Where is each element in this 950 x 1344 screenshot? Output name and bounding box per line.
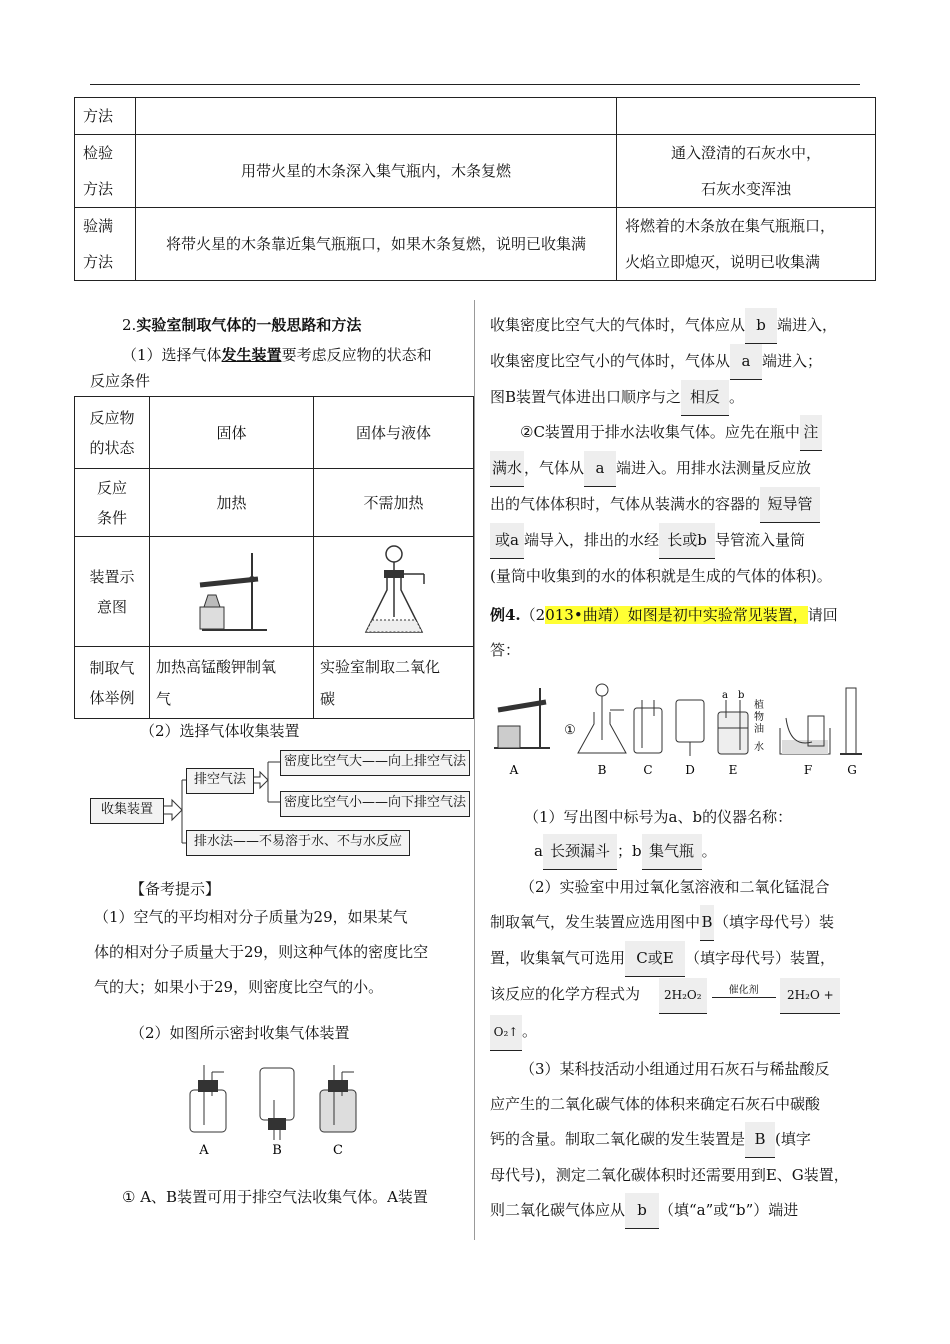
bottle-label: A [199, 1143, 209, 1158]
tip2: （2）如图所示密封收集气体装置 [130, 1024, 350, 1042]
right-p2: ②C装置用于排水法收集气体。应先在瓶中 注 满水 ，气体从a端进入。用排水法测量反应放 出的气体体积时，气体从装满水的容器的 短导管 或a 端导入，排出的水经 长或b 导管流入量筒 (量筒中收集到的水的体积就是生成的气体的体积)。 [490, 415, 880, 594]
header-rule [90, 84, 860, 85]
co2-full-check: 将燃着的木条放在集气瓶瓶口， 火焰立即熄灭，说明已收集满 [617, 208, 876, 281]
bottle-label: B [272, 1143, 282, 1158]
q1-answer: a 长颈漏斗 ；b 集气瓶 。 [534, 834, 717, 870]
tips-title: 【备考提示】 [130, 880, 221, 898]
svg-text:油: 油 [754, 724, 764, 735]
apparatus-label: E [728, 763, 738, 777]
flow-root: 收集装置 [90, 798, 164, 824]
apparatus-label: F [803, 763, 813, 777]
oxygen-test: 用带火星的木条深入集气瓶内，木条复燃 [136, 135, 617, 208]
co2-test: 通入澄清的石灰水中， 石灰水变浑浊 [617, 135, 876, 208]
right-p1: 收集密度比空气大的气体时，气体应从b端进入， 收集密度比空气小的气体时，气体从a端进入； 图B装置气体进出口顺序与之 相反 。 [490, 308, 870, 416]
generator-table: 反应物 的状态 固体 固体与液体 反应 条件 加热 不需加热 装置示 意图 制取气 体举例 加热高锰酸钾制氧 气 实验室制取二氧化 碳 [74, 396, 474, 719]
sub1-line1: （1）选择气体发生装置要考虑反应物的状态和 [122, 346, 432, 364]
gas-test-table [74, 97, 876, 281]
q2: （2）实验室中用过氧化氢溶液和二氧化锰混合 制取氧气，发生装置应选用图中B（填字母代号）装 置，收集氧气可选用 C或E （填字母代号）装置， 该反应的化学方程式为 2H₂O₂ 催化剂 2H₂O + O₂↑ 。 [490, 870, 880, 1051]
flow-up: 密度比空气大——向上排空气法 [280, 750, 470, 776]
svg-text:物: 物 [754, 712, 764, 723]
apparatus-label: C [643, 763, 653, 777]
tip1: （1）空气的平均相对分子质量为29，如果某气 体的相对分子质量大于29，则这种气体的密度比空 气的大；如果小于29，则密度比空气的小。 [94, 908, 429, 996]
svg-text:植: 植 [754, 700, 764, 711]
oxygen-full-check: 将带火星的木条靠近集气瓶瓶口，如果木条复燃，说明已收集满 [136, 208, 617, 281]
apparatus-label: D [685, 763, 695, 777]
flow-down: 密度比空气小——向下排空气法 [280, 791, 470, 817]
row-label: 方法 [75, 98, 136, 135]
bottle-label: C [333, 1143, 343, 1158]
sub1-line2: 反应条件 [90, 372, 151, 390]
apparatus-label: G [847, 763, 857, 777]
q3: （3）某科技活动小组通过用石灰石与稀盐酸反 应产生的二氧化碳气体的体积来确定石灰石中碳酸 钙的含量。制取二氧化碳的发生装置是 B (填字 母代号)，测定二氧化碳体积时还需要用到E、G装置， 则二氧化碳气体应从 b （填“a”或“b”）端进 [490, 1052, 880, 1229]
apparatus-label: B [597, 763, 607, 777]
svg-text:水: 水 [754, 742, 764, 753]
heating-apparatus-diagram [150, 537, 314, 647]
svg-text:b: b [738, 690, 745, 701]
example-4: 例4.（2013•曲靖）如图是初中实验常见装置，请回 答： [490, 606, 838, 659]
flask-apparatus-diagram [314, 537, 474, 647]
flow-water: 排水法——不易溶于水、不与水反应 [186, 830, 410, 856]
flow-air: 排空气法 [186, 768, 254, 794]
svg-text:a: a [722, 690, 728, 701]
circle-label: ① [564, 723, 576, 738]
tip3: ① A、B装置可用于排空气法收集气体。A装置 [122, 1188, 428, 1206]
sub2: （2）选择气体收集装置 [140, 722, 300, 740]
apparatus-label: A [509, 763, 519, 777]
q1: （1）写出图中标号为a、b的仪器名称： [524, 808, 793, 826]
row-label: 检验 方法 [75, 135, 136, 208]
row-label: 验满 方法 [75, 208, 136, 281]
section-heading: 2.实验室制取气体的一般思路和方法 [122, 316, 362, 334]
